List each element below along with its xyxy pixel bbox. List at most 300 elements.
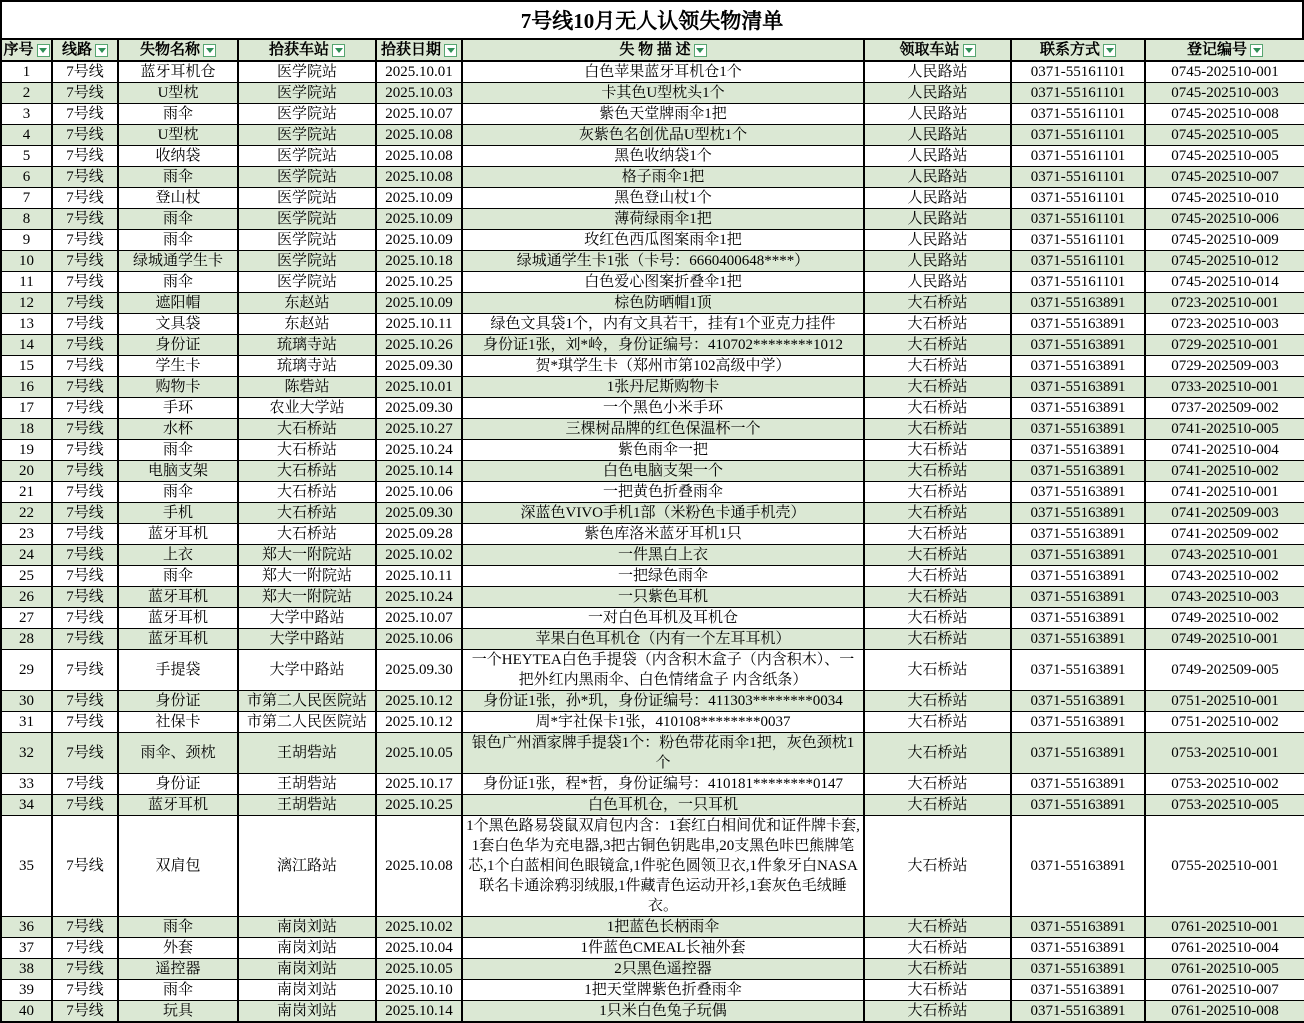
description-cell: 1张丹尼斯购物卡 [462, 377, 864, 398]
pickup-station-cell: 人民路站 [864, 83, 1011, 104]
description-cell: 一把绿色雨伞 [462, 566, 864, 587]
seq-cell: 7 [1, 188, 52, 209]
chevron-down-icon [335, 48, 343, 53]
found-station-cell: 大石桥站 [238, 419, 376, 440]
item-name-cell: 外套 [118, 938, 238, 959]
found-date-cell: 2025.10.07 [376, 104, 462, 125]
table-row [1, 335, 1304, 356]
seq-cell: 31 [1, 712, 52, 733]
seq-cell: 2 [1, 83, 52, 104]
registration-no-cell: 0761-202510-005 [1145, 959, 1304, 980]
found-station-cell: 医学院站 [238, 167, 376, 188]
line-cell: 7号线 [52, 251, 118, 272]
pickup-station-cell: 大石桥站 [864, 733, 1011, 774]
found-station-cell: 医学院站 [238, 209, 376, 230]
pickup-station-cell: 大石桥站 [864, 314, 1011, 335]
line-cell: 7号线 [52, 209, 118, 230]
line-cell: 7号线 [52, 959, 118, 980]
found-date-cell: 2025.09.30 [376, 503, 462, 524]
pickup-station-cell: 大石桥站 [864, 691, 1011, 712]
description-cell: 黑色登山杖1个 [462, 188, 864, 209]
description-cell: 一个黑色小米手环 [462, 398, 864, 419]
line-cell: 7号线 [52, 691, 118, 712]
description-cell: 紫色天堂牌雨伞1把 [462, 104, 864, 125]
column-header-item-name [118, 39, 238, 61]
table-row [1, 398, 1304, 419]
table-row [1, 61, 1304, 83]
found-station-cell: 医学院站 [238, 251, 376, 272]
description-cell: 薄荷绿雨伞1把 [462, 209, 864, 230]
item-name-cell: 雨伞 [118, 440, 238, 461]
found-station-cell: 王胡砦站 [238, 774, 376, 795]
seq-cell: 11 [1, 272, 52, 293]
item-name-cell: 手提袋 [118, 650, 238, 691]
found-date-cell: 2025.10.05 [376, 959, 462, 980]
registration-no-cell: 0743-202510-003 [1145, 587, 1304, 608]
seq-cell: 34 [1, 795, 52, 816]
pickup-station-cell: 大石桥站 [864, 377, 1011, 398]
pickup-station-cell: 大石桥站 [864, 816, 1011, 917]
found-station-cell: 医学院站 [238, 125, 376, 146]
pickup-station-cell: 大石桥站 [864, 774, 1011, 795]
registration-no-cell: 0745-202510-012 [1145, 251, 1304, 272]
table-row [1, 293, 1304, 314]
filter-dropdown-icon[interactable] [963, 44, 976, 57]
registration-no-cell: 0745-202510-005 [1145, 146, 1304, 167]
line-cell: 7号线 [52, 230, 118, 251]
chevron-down-icon [1106, 48, 1114, 53]
table-row [1, 188, 1304, 209]
table-row [1, 980, 1304, 1001]
line-cell: 7号线 [52, 774, 118, 795]
found-station-cell: 农业大学站 [238, 398, 376, 419]
registration-no-cell: 0761-202510-008 [1145, 1001, 1304, 1023]
found-station-cell: 郑大一附院站 [238, 566, 376, 587]
column-header-found-station [238, 39, 376, 61]
item-name-cell: 雨伞 [118, 980, 238, 1001]
registration-no-cell: 0749-202510-001 [1145, 629, 1304, 650]
chevron-down-icon [206, 48, 214, 53]
found-date-cell: 2025.10.12 [376, 712, 462, 733]
item-name-cell: 水杯 [118, 419, 238, 440]
found-date-cell: 2025.10.08 [376, 167, 462, 188]
table-row [1, 959, 1304, 980]
registration-no-cell: 0741-202510-001 [1145, 482, 1304, 503]
seq-cell: 22 [1, 503, 52, 524]
column-header-pickup-station [864, 39, 1011, 61]
table-body [1, 61, 1304, 1022]
table-row [1, 104, 1304, 125]
seq-cell: 26 [1, 587, 52, 608]
contact-cell: 0371-55161101 [1011, 167, 1145, 188]
table-row [1, 587, 1304, 608]
line-cell: 7号线 [52, 980, 118, 1001]
item-name-cell: 登山杖 [118, 188, 238, 209]
item-name-cell: 雨伞 [118, 230, 238, 251]
item-name-cell: 蓝牙耳机 [118, 795, 238, 816]
item-name-cell: 蓝牙耳机 [118, 524, 238, 545]
item-name-cell: 文具袋 [118, 314, 238, 335]
found-station-cell: 医学院站 [238, 146, 376, 167]
contact-cell: 0371-55163891 [1011, 1001, 1145, 1023]
found-station-cell: 王胡砦站 [238, 733, 376, 774]
found-date-cell: 2025.10.09 [376, 230, 462, 251]
description-cell: 2只黑色遥控器 [462, 959, 864, 980]
contact-cell: 0371-55163891 [1011, 293, 1145, 314]
seq-cell: 19 [1, 440, 52, 461]
found-station-cell: 漓江路站 [238, 816, 376, 917]
contact-cell: 0371-55161101 [1011, 146, 1145, 167]
line-cell: 7号线 [52, 712, 118, 733]
line-cell: 7号线 [52, 104, 118, 125]
registration-no-cell: 0733-202510-001 [1145, 377, 1304, 398]
seq-cell: 10 [1, 251, 52, 272]
contact-cell: 0371-55163891 [1011, 356, 1145, 377]
item-name-cell: 雨伞 [118, 104, 238, 125]
found-station-cell: 大石桥站 [238, 482, 376, 503]
description-cell: 紫色库洛米蓝牙耳机1只 [462, 524, 864, 545]
found-station-cell: 医学院站 [238, 230, 376, 251]
chevron-down-icon [696, 48, 704, 53]
item-name-cell: U型枕 [118, 125, 238, 146]
table-row [1, 272, 1304, 293]
line-cell: 7号线 [52, 167, 118, 188]
registration-no-cell: 0741-202509-003 [1145, 503, 1304, 524]
pickup-station-cell: 大石桥站 [864, 440, 1011, 461]
description-cell: 1把蓝色长柄雨伞 [462, 917, 864, 938]
table-row [1, 774, 1304, 795]
found-station-cell: 琉璃寺站 [238, 335, 376, 356]
item-name-cell: 雨伞 [118, 167, 238, 188]
chevron-down-icon [1253, 48, 1261, 53]
column-header-contact [1011, 39, 1145, 61]
contact-cell: 0371-55163891 [1011, 650, 1145, 691]
contact-cell: 0371-55163891 [1011, 587, 1145, 608]
description-cell: 白色爱心图案折叠伞1把 [462, 272, 864, 293]
line-cell: 7号线 [52, 356, 118, 377]
line-cell: 7号线 [52, 503, 118, 524]
pickup-station-cell: 人民路站 [864, 167, 1011, 188]
registration-no-cell: 0723-202510-003 [1145, 314, 1304, 335]
pickup-station-cell: 人民路站 [864, 61, 1011, 83]
seq-cell: 21 [1, 482, 52, 503]
registration-no-cell: 0745-202510-008 [1145, 104, 1304, 125]
registration-no-cell: 0753-202510-002 [1145, 774, 1304, 795]
description-cell: 一只紫色耳机 [462, 587, 864, 608]
line-cell: 7号线 [52, 398, 118, 419]
item-name-cell: 雨伞 [118, 917, 238, 938]
pickup-station-cell: 大石桥站 [864, 795, 1011, 816]
pickup-station-cell: 大石桥站 [864, 980, 1011, 1001]
seq-cell: 36 [1, 917, 52, 938]
column-header-seq [1, 39, 52, 61]
seq-cell: 24 [1, 545, 52, 566]
table-row [1, 167, 1304, 188]
table-row [1, 440, 1304, 461]
item-name-cell: 上衣 [118, 545, 238, 566]
line-cell: 7号线 [52, 1001, 118, 1023]
description-cell: 格子雨伞1把 [462, 167, 864, 188]
found-date-cell: 2025.10.09 [376, 188, 462, 209]
found-station-cell: 医学院站 [238, 83, 376, 104]
seq-cell: 1 [1, 61, 52, 83]
item-name-cell: 蓝牙耳机 [118, 608, 238, 629]
contact-cell: 0371-55163891 [1011, 980, 1145, 1001]
line-cell: 7号线 [52, 629, 118, 650]
filter-dropdown-icon[interactable] [444, 44, 457, 57]
contact-cell: 0371-55161101 [1011, 61, 1145, 83]
registration-no-cell: 0753-202510-005 [1145, 795, 1304, 816]
column-header-label: 登记编号 [1186, 42, 1247, 58]
contact-cell: 0371-55163891 [1011, 816, 1145, 917]
description-cell: 身份证1张，程*哲，身份证编号：410181********0147 [462, 774, 864, 795]
found-station-cell: 南岗刘站 [238, 1001, 376, 1023]
contact-cell: 0371-55163891 [1011, 419, 1145, 440]
seq-cell: 4 [1, 125, 52, 146]
contact-cell: 0371-55161101 [1011, 125, 1145, 146]
seq-cell: 32 [1, 733, 52, 774]
item-name-cell: 遮阳帽 [118, 293, 238, 314]
found-station-cell: 大学中路站 [238, 629, 376, 650]
contact-cell: 0371-55163891 [1011, 608, 1145, 629]
registration-no-cell: 0737-202509-002 [1145, 398, 1304, 419]
found-date-cell: 2025.10.08 [376, 125, 462, 146]
column-header-label: 领取车站 [899, 42, 960, 58]
pickup-station-cell: 大石桥站 [864, 917, 1011, 938]
pickup-station-cell: 人民路站 [864, 188, 1011, 209]
filter-dropdown-icon[interactable] [1250, 44, 1263, 57]
item-name-cell: 绿城通学生卡 [118, 251, 238, 272]
line-cell: 7号线 [52, 545, 118, 566]
pickup-station-cell: 大石桥站 [864, 398, 1011, 419]
found-date-cell: 2025.10.17 [376, 774, 462, 795]
pickup-station-cell: 大石桥站 [864, 524, 1011, 545]
column-header-label: 联系方式 [1039, 42, 1100, 58]
table-row [1, 83, 1304, 104]
pickup-station-cell: 大石桥站 [864, 293, 1011, 314]
contact-cell: 0371-55163891 [1011, 566, 1145, 587]
table-row [1, 691, 1304, 712]
found-date-cell: 2025.10.12 [376, 691, 462, 712]
description-cell: 白色苹果蓝牙耳机仓1个 [462, 61, 864, 83]
description-cell: 棕色防晒帽1顶 [462, 293, 864, 314]
line-cell: 7号线 [52, 482, 118, 503]
pickup-station-cell: 大石桥站 [864, 629, 1011, 650]
table-row [1, 795, 1304, 816]
seq-cell: 18 [1, 419, 52, 440]
lost-items-table [0, 38, 1304, 1023]
line-cell: 7号线 [52, 335, 118, 356]
found-station-cell: 琉璃寺站 [238, 356, 376, 377]
column-header-label: 线路 [61, 42, 92, 58]
pickup-station-cell: 大石桥站 [864, 650, 1011, 691]
line-cell: 7号线 [52, 61, 118, 83]
line-cell: 7号线 [52, 314, 118, 335]
description-cell: 1把天堂牌紫色折叠雨伞 [462, 980, 864, 1001]
line-cell: 7号线 [52, 733, 118, 774]
contact-cell: 0371-55163891 [1011, 377, 1145, 398]
line-cell: 7号线 [52, 608, 118, 629]
found-date-cell: 2025.10.26 [376, 335, 462, 356]
description-cell: 紫色雨伞一把 [462, 440, 864, 461]
item-name-cell: 双肩包 [118, 816, 238, 917]
found-station-cell: 王胡砦站 [238, 795, 376, 816]
contact-cell: 0371-55161101 [1011, 209, 1145, 230]
contact-cell: 0371-55161101 [1011, 251, 1145, 272]
found-date-cell: 2025.10.04 [376, 938, 462, 959]
item-name-cell: 学生卡 [118, 356, 238, 377]
table-row [1, 461, 1304, 482]
line-cell: 7号线 [52, 524, 118, 545]
seq-cell: 33 [1, 774, 52, 795]
found-date-cell: 2025.10.27 [376, 419, 462, 440]
registration-no-cell: 0745-202510-005 [1145, 125, 1304, 146]
table-header [1, 39, 1304, 61]
contact-cell: 0371-55163891 [1011, 524, 1145, 545]
item-name-cell: 身份证 [118, 774, 238, 795]
contact-cell: 0371-55163891 [1011, 461, 1145, 482]
found-date-cell: 2025.10.03 [376, 83, 462, 104]
registration-no-cell: 0761-202510-007 [1145, 980, 1304, 1001]
description-cell: 深蓝色VIVO手机1部（米粉色卡通手机壳） [462, 503, 864, 524]
line-cell: 7号线 [52, 795, 118, 816]
found-station-cell: 市第二人民医院站 [238, 691, 376, 712]
description-cell: 三棵树品牌的红色保温杯一个 [462, 419, 864, 440]
item-name-cell: 雨伞 [118, 209, 238, 230]
filter-dropdown-icon[interactable] [95, 44, 108, 57]
found-station-cell: 市第二人民医院站 [238, 712, 376, 733]
registration-no-cell: 0745-202510-009 [1145, 230, 1304, 251]
chevron-down-icon [98, 48, 106, 53]
item-name-cell: 购物卡 [118, 377, 238, 398]
found-station-cell: 大学中路站 [238, 650, 376, 691]
registration-no-cell: 0753-202510-001 [1145, 733, 1304, 774]
pickup-station-cell: 人民路站 [864, 272, 1011, 293]
found-date-cell: 2025.10.02 [376, 545, 462, 566]
found-date-cell: 2025.10.09 [376, 209, 462, 230]
found-date-cell: 2025.10.05 [376, 733, 462, 774]
item-name-cell: 社保卡 [118, 712, 238, 733]
pickup-station-cell: 大石桥站 [864, 545, 1011, 566]
item-name-cell: 手环 [118, 398, 238, 419]
column-header-description [462, 39, 864, 61]
filter-dropdown-icon[interactable] [332, 44, 345, 57]
registration-no-cell: 0745-202510-007 [1145, 167, 1304, 188]
contact-cell: 0371-55163891 [1011, 691, 1145, 712]
contact-cell: 0371-55163891 [1011, 440, 1145, 461]
found-station-cell: 郑大一附院站 [238, 587, 376, 608]
item-name-cell: 蓝牙耳机 [118, 629, 238, 650]
pickup-station-cell: 大石桥站 [864, 566, 1011, 587]
column-header-label: 序号 [3, 42, 34, 58]
found-station-cell: 医学院站 [238, 188, 376, 209]
found-date-cell: 2025.10.18 [376, 251, 462, 272]
line-cell: 7号线 [52, 125, 118, 146]
table-row [1, 629, 1304, 650]
line-cell: 7号线 [52, 377, 118, 398]
item-name-cell: 身份证 [118, 691, 238, 712]
column-header-label: 失 物 描 述 [619, 42, 691, 58]
found-date-cell: 2025.10.08 [376, 146, 462, 167]
filter-dropdown-icon[interactable] [1103, 44, 1116, 57]
line-cell: 7号线 [52, 440, 118, 461]
found-date-cell: 2025.10.09 [376, 293, 462, 314]
line-cell: 7号线 [52, 293, 118, 314]
table-row [1, 125, 1304, 146]
filter-dropdown-icon[interactable] [694, 44, 707, 57]
found-date-cell: 2025.10.01 [376, 377, 462, 398]
found-date-cell: 2025.10.25 [376, 795, 462, 816]
contact-cell: 0371-55163891 [1011, 545, 1145, 566]
found-date-cell: 2025.09.28 [376, 524, 462, 545]
found-date-cell: 2025.10.08 [376, 816, 462, 917]
contact-cell: 0371-55163891 [1011, 733, 1145, 774]
table-row [1, 545, 1304, 566]
table-row [1, 209, 1304, 230]
seq-cell: 8 [1, 209, 52, 230]
found-station-cell: 东赵站 [238, 314, 376, 335]
registration-no-cell: 0741-202510-002 [1145, 461, 1304, 482]
seq-cell: 40 [1, 1001, 52, 1023]
description-cell: 1件蓝色CMEAL长袖外套 [462, 938, 864, 959]
description-cell: 1只米白色兔子玩偶 [462, 1001, 864, 1023]
column-header-line [52, 39, 118, 61]
found-date-cell: 2025.10.01 [376, 61, 462, 83]
seq-cell: 9 [1, 230, 52, 251]
table-row [1, 650, 1304, 691]
table-row [1, 314, 1304, 335]
found-date-cell: 2025.10.06 [376, 629, 462, 650]
seq-cell: 30 [1, 691, 52, 712]
found-date-cell: 2025.10.06 [376, 482, 462, 503]
line-cell: 7号线 [52, 272, 118, 293]
contact-cell: 0371-55163891 [1011, 503, 1145, 524]
item-name-cell: 玩具 [118, 1001, 238, 1023]
found-date-cell: 2025.10.24 [376, 440, 462, 461]
found-date-cell: 2025.09.30 [376, 650, 462, 691]
line-cell: 7号线 [52, 188, 118, 209]
registration-no-cell: 0741-202510-004 [1145, 440, 1304, 461]
registration-no-cell: 0751-202510-001 [1145, 691, 1304, 712]
pickup-station-cell: 大石桥站 [864, 482, 1011, 503]
pickup-station-cell: 大石桥站 [864, 587, 1011, 608]
description-cell: 绿色文具袋1个，内有文具若干，挂有1个亚克力挂件 [462, 314, 864, 335]
column-header-found-date [376, 39, 462, 61]
contact-cell: 0371-55163891 [1011, 938, 1145, 959]
registration-no-cell: 0743-202510-001 [1145, 545, 1304, 566]
found-station-cell: 医学院站 [238, 272, 376, 293]
contact-cell: 0371-55163891 [1011, 335, 1145, 356]
description-cell: 一把黄色折叠雨伞 [462, 482, 864, 503]
filter-dropdown-icon[interactable] [37, 44, 50, 57]
table-row [1, 146, 1304, 167]
chevron-down-icon [447, 48, 455, 53]
description-cell: 一对白色耳机及耳机仓 [462, 608, 864, 629]
description-cell: 一件黑白上衣 [462, 545, 864, 566]
filter-dropdown-icon[interactable] [203, 44, 216, 57]
pickup-station-cell: 大石桥站 [864, 356, 1011, 377]
table-row [1, 608, 1304, 629]
item-name-cell: U型枕 [118, 83, 238, 104]
description-cell: 周*宇社保卡1张，410108********0037 [462, 712, 864, 733]
seq-cell: 15 [1, 356, 52, 377]
found-date-cell: 2025.10.24 [376, 587, 462, 608]
table-row [1, 938, 1304, 959]
found-station-cell: 南岗刘站 [238, 980, 376, 1001]
pickup-station-cell: 大石桥站 [864, 503, 1011, 524]
registration-no-cell: 0745-202510-003 [1145, 83, 1304, 104]
line-cell: 7号线 [52, 566, 118, 587]
